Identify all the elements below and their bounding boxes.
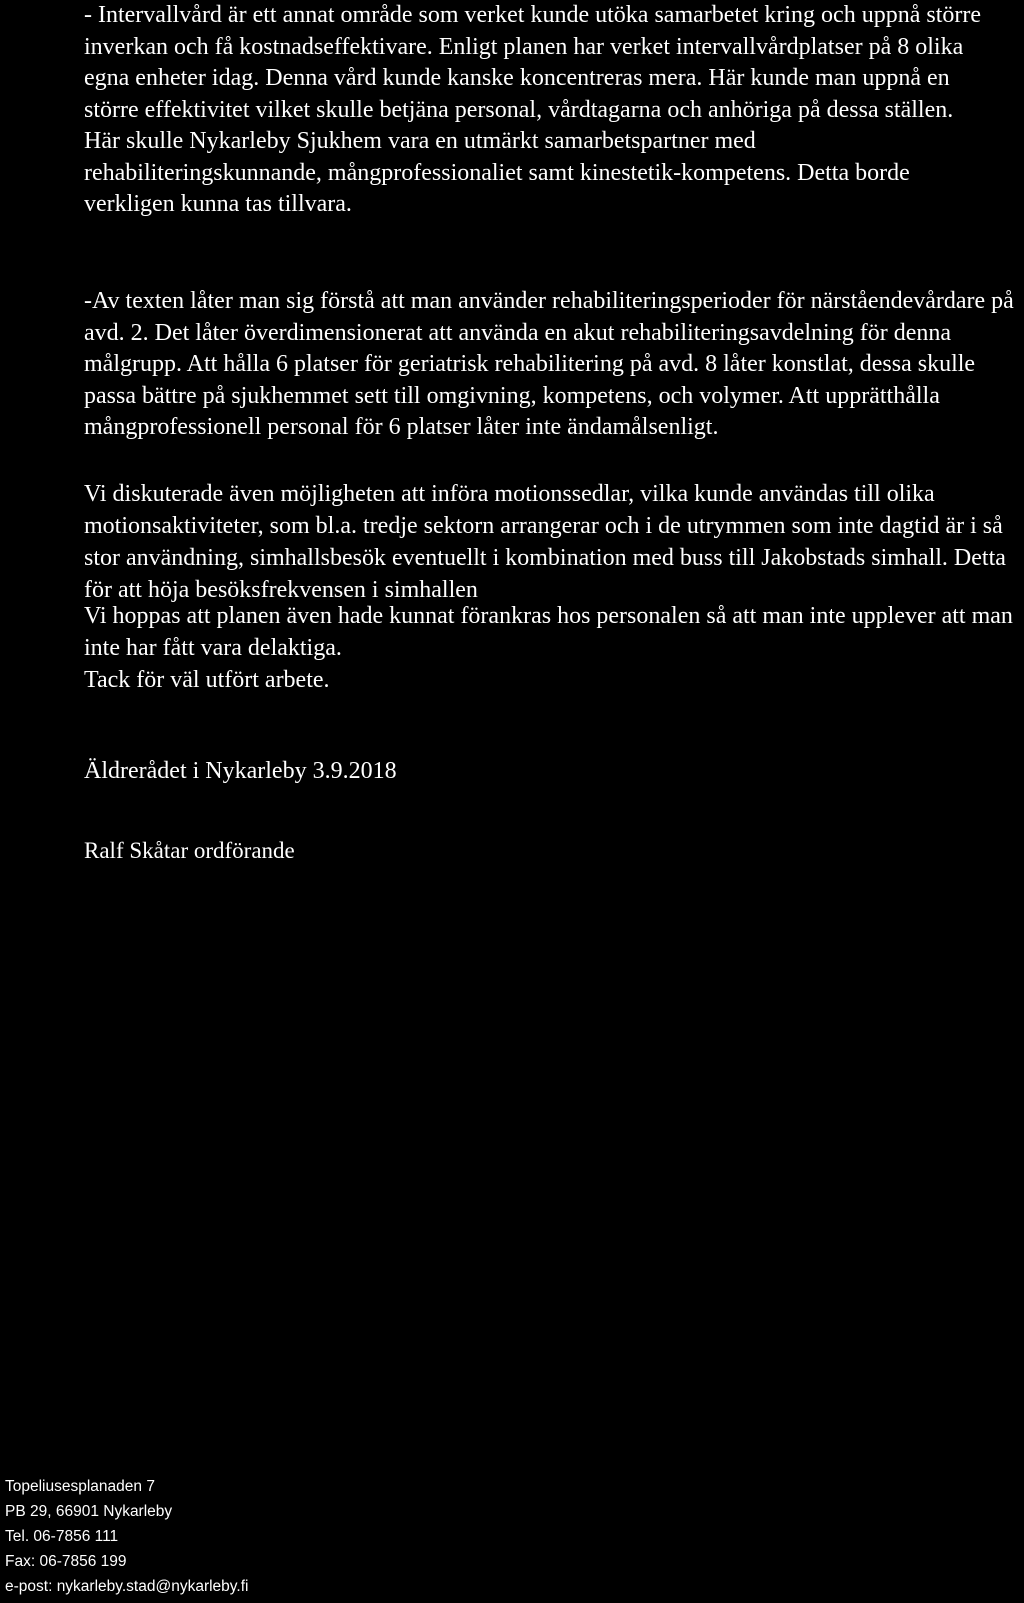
signature-line: Ralf Skåtar ordförande	[84, 838, 295, 863]
footer-address-street: Topeliusesplanaden 7	[5, 1478, 155, 1495]
footer-address-postbox: PB 29, 66901 Nykarleby	[5, 1503, 173, 1520]
paragraph-intervallvard: - Intervallvård är ett annat område som verket kunde utöka samarbetet kring och uppnå större inverkan och få kostnadseffektivare. Enligt planen har verket intervallvårdplatser på 8 olika egna enheter idag. Denna vård kunde kanske koncentreras mera. Här kunde man uppnå en större effektivitet vilket skulle betjäna personal, vårdtagarna och anhöriga på dessa ställen. Här skulle Nykarleby Sjukhem vara en utmärkt samarbetspartner med rehabiliteringskunnande, mångprofessionaliet samt kinestetik-kompetens. Detta borde verkligen kunna tas tillvara.	[84, 2, 981, 217]
paragraph-motionssedlar: Vi diskuterade även möjligheten att införa motionssedlar, vilka kunde användas till olika motionsaktiviteter, som bl.a. tredje sektorn arrangerar och i de utrymmen som inte dagtid är i så stor användning, simhallsbesök eventuellt i kombination med buss till Jakobstads simhall. Detta för att höja besöksfrekvensen i simhallen	[84, 481, 1006, 603]
footer-email: e-post: nykarleby.stad@nykarleby.fi	[5, 1578, 249, 1595]
paragraph-personalen: Vi hoppas att planen även hade kunnat förankras hos personalen så att man inte upplever att man inte har fått vara delaktiga.	[84, 603, 1013, 661]
footer-phone: Tel. 06-7856 111	[5, 1528, 119, 1545]
paragraph-rehabilitering: -Av texten låter man sig förstå att man använder rehabiliteringsperioder för närståendevårdare på avd. 2. Det låter överdimensionerat att använda en akut rehabiliteringsavdelning för denna målgrupp. Att hålla 6 platser för geriatrisk rehabilitering på avd. 8 låter konstlat, dessa skulle passa bättre på sjukhemmet sett till omgivning, kompetens, och volymer. Att upprätthålla mångprofessionell personal för 6 platser låter inte ändamålsenligt.	[84, 288, 1014, 440]
paragraph-tack: Tack för väl utfört arbete.	[84, 667, 330, 693]
footer-contact	[5, 1474, 365, 1599]
place-date-line: Äldrerådet i Nykarleby 3.9.2018	[84, 758, 397, 784]
footer-fax: Fax: 06-7856 199	[5, 1553, 127, 1570]
